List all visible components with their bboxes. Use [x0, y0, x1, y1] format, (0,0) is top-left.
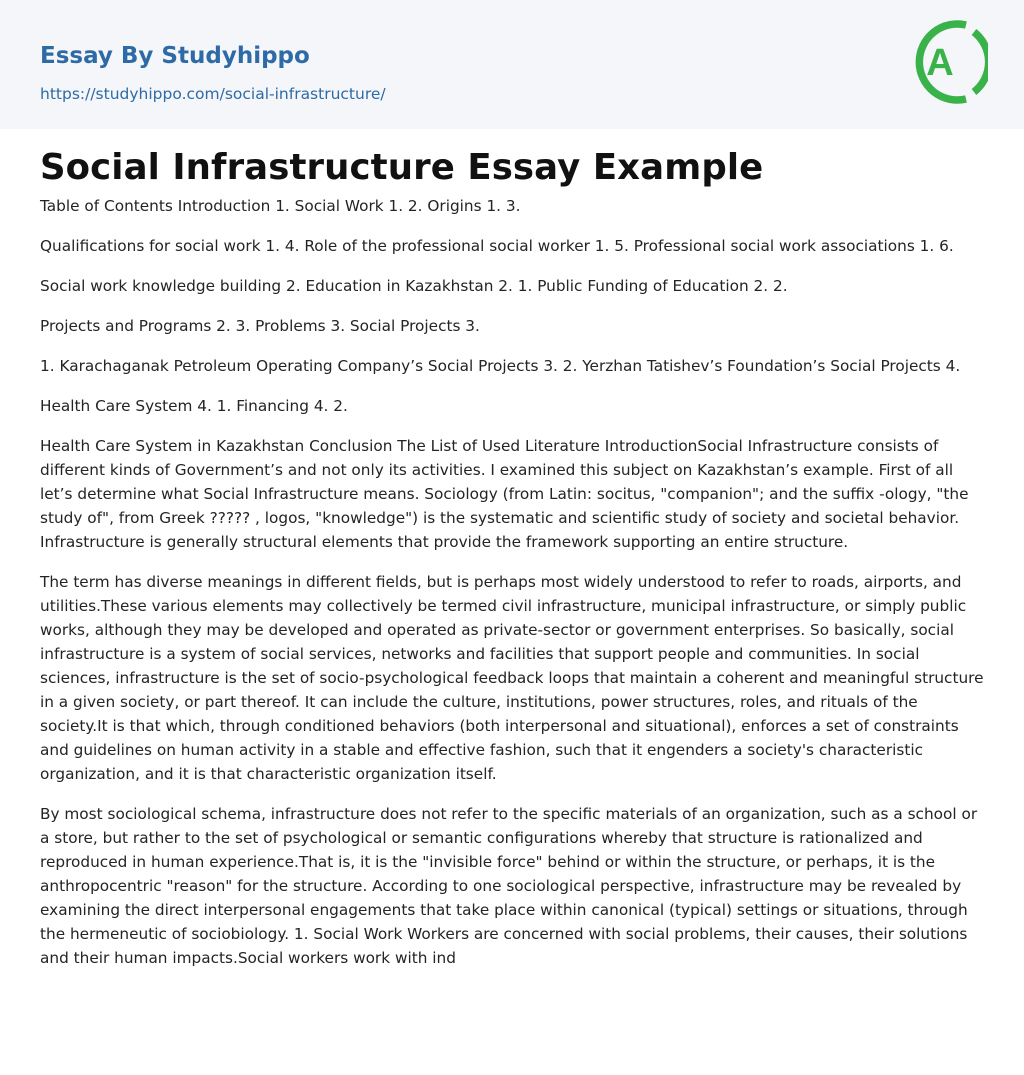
paragraph: Health Care System 4. 1. Financing 4. 2. — [40, 397, 348, 415]
page-url-link[interactable]: https://studyhippo.com/social-infrastructure/ — [40, 85, 386, 103]
paragraph: Health Care System in Kazakhstan Conclusion The List of Used Literature IntroductionSocial Infrastructure consists of different kinds of Government’s and not only its activities. I examined this subject on Kazakhstan’s example. First of all let’s determine what Social Infrastructure means. Sociology (from Latin: socitus, "companion"; and the suffix -ology, "the study of", from Greek ????? , logos, "knowledge") is the systematic and scientific study of society and societal behavior. Infrastructure is generally structural elements that provide the framework supporting an entire structure. — [40, 437, 969, 551]
studyhippo-logo-icon[interactable] — [910, 18, 988, 106]
paragraph: The term has diverse meanings in different fields, but is perhaps most widely understood to refer to roads, airports, and utilities.These various elements may collectively be termed civil infrastructure, municipal infrastructure, or simply public works, although they may be developed and operated as private-sector or government enterprises. So basically, social infrastructure is a system of social services, networks and facilities that support people and communities. In social sciences, infrastructure is the set of socio-psychological feedback loops that maintain a coherent and meaningful structure in a given society, or part thereof. It can include the culture, institutions, power structures, roles, and rituals of the society.It is that which, through conditioned behaviors (both interpersonal and situational), enforces a set of constraints and guidelines on human activity in a stable and effective fashion, such that it engenders a society's characteristic organization, and it is that characteristic organization itself. — [40, 573, 984, 783]
essay-body — [40, 194, 988, 986]
paragraph: 1. Karachaganak Petroleum Operating Company’s Social Projects 3. 2. Yerzhan Tatishev’s Foundation’s Social Projects 4. — [40, 357, 961, 375]
page-title: Social Infrastructure Essay Example — [40, 147, 764, 188]
paragraph: By most sociological schema, infrastructure does not refer to the specific materials of an organization, such as a school or a store, but rather to the set of psychological or semantic configurations whereby that structure is rationalized and reproduced in human experience.That is, it is the "invisible force" behind or within the structure, or perhaps, it is the anthropocentric "reason" for the structure. According to one sociological perspective, infrastructure may be revealed by examining the direct interpersonal engagements that take place within canonical (typical) settings or situations, through the hermeneutic of sociobiology. 1. Social Work Workers are concerned with social problems, their causes, their solutions and their human impacts.Social workers work with ind — [40, 805, 978, 967]
logo-letter: A — [926, 42, 954, 84]
paragraph: Projects and Programs 2. 3. Problems 3. Social Projects 3. — [40, 317, 480, 335]
paragraph: Social work knowledge building 2. Education in Kazakhstan 2. 1. Public Funding of Education 2. 2. — [40, 277, 788, 295]
paragraph: Table of Contents Introduction 1. Social Work 1. 2. Origins 1. 3. — [40, 197, 521, 215]
brand-title[interactable]: Essay By Studyhippo — [40, 43, 310, 69]
paragraph: Qualifications for social work 1. 4. Role of the professional social worker 1. 5. Professional social work associations 1. 6. — [40, 237, 954, 255]
